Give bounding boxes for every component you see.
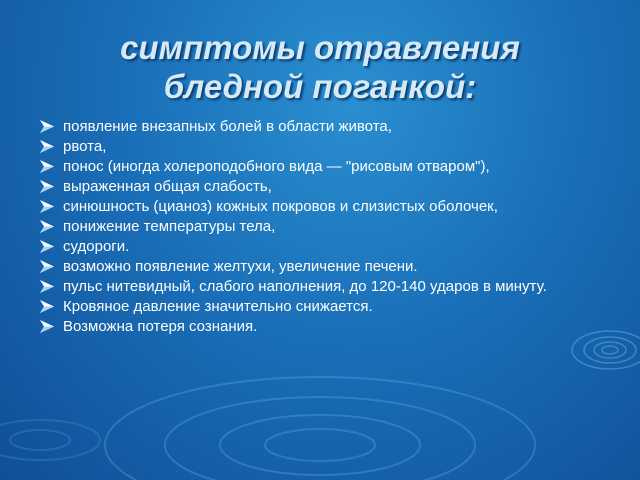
arrow-bullet-icon	[40, 240, 54, 253]
symptom-item	[40, 117, 610, 136]
symptom-item	[40, 157, 610, 176]
symptom-list	[40, 117, 610, 337]
symptom-item	[40, 297, 610, 316]
symptom-text: судороги.	[63, 238, 130, 255]
title-colon: :	[465, 68, 477, 105]
symptom-text: возможно появление желтухи, увеличение печени.	[63, 258, 418, 275]
symptom-text: пульс нитевидный, слабого наполнения, до 120-140 ударов в минуту.	[63, 278, 547, 295]
symptom-text: выраженная общая слабость,	[63, 178, 272, 195]
symptom-item	[40, 137, 610, 156]
title-line-2-text: бледной поганкой	[163, 68, 466, 105]
arrow-bullet-icon	[40, 120, 54, 133]
arrow-bullet-icon	[40, 200, 54, 213]
arrow-bullet-icon	[40, 280, 54, 293]
symptom-text: понос (иногда холероподобного вида — "рисовым отваром"),	[63, 158, 490, 175]
symptom-item	[40, 257, 610, 276]
slide-title	[0, 28, 640, 106]
symptom-item	[40, 237, 610, 256]
symptom-text: синюшность (цианоз) кожных покровов и слизистых оболочек,	[63, 198, 498, 215]
arrow-bullet-icon	[40, 260, 54, 273]
arrow-bullet-icon	[40, 180, 54, 193]
symptom-item	[40, 217, 610, 236]
symptom-text: понижение температуры тела,	[63, 218, 276, 235]
title-line-2	[0, 67, 640, 106]
arrow-bullet-icon	[40, 140, 54, 153]
symptom-text: Возможна потеря сознания.	[63, 318, 258, 335]
arrow-bullet-icon	[40, 300, 54, 313]
symptom-text: появление внезапных болей в области живота,	[63, 118, 392, 135]
title-line-1: симптомы отравления	[120, 29, 520, 66]
symptom-item	[40, 177, 610, 196]
symptom-item	[40, 197, 610, 216]
symptom-item	[40, 317, 610, 336]
arrow-bullet-icon	[40, 220, 54, 233]
symptom-text: Кровяное давление значительно снижается.	[63, 298, 373, 315]
symptom-item	[40, 277, 610, 296]
arrow-bullet-icon	[40, 160, 54, 173]
arrow-bullet-icon	[40, 320, 54, 333]
symptom-text: рвота,	[63, 138, 107, 155]
